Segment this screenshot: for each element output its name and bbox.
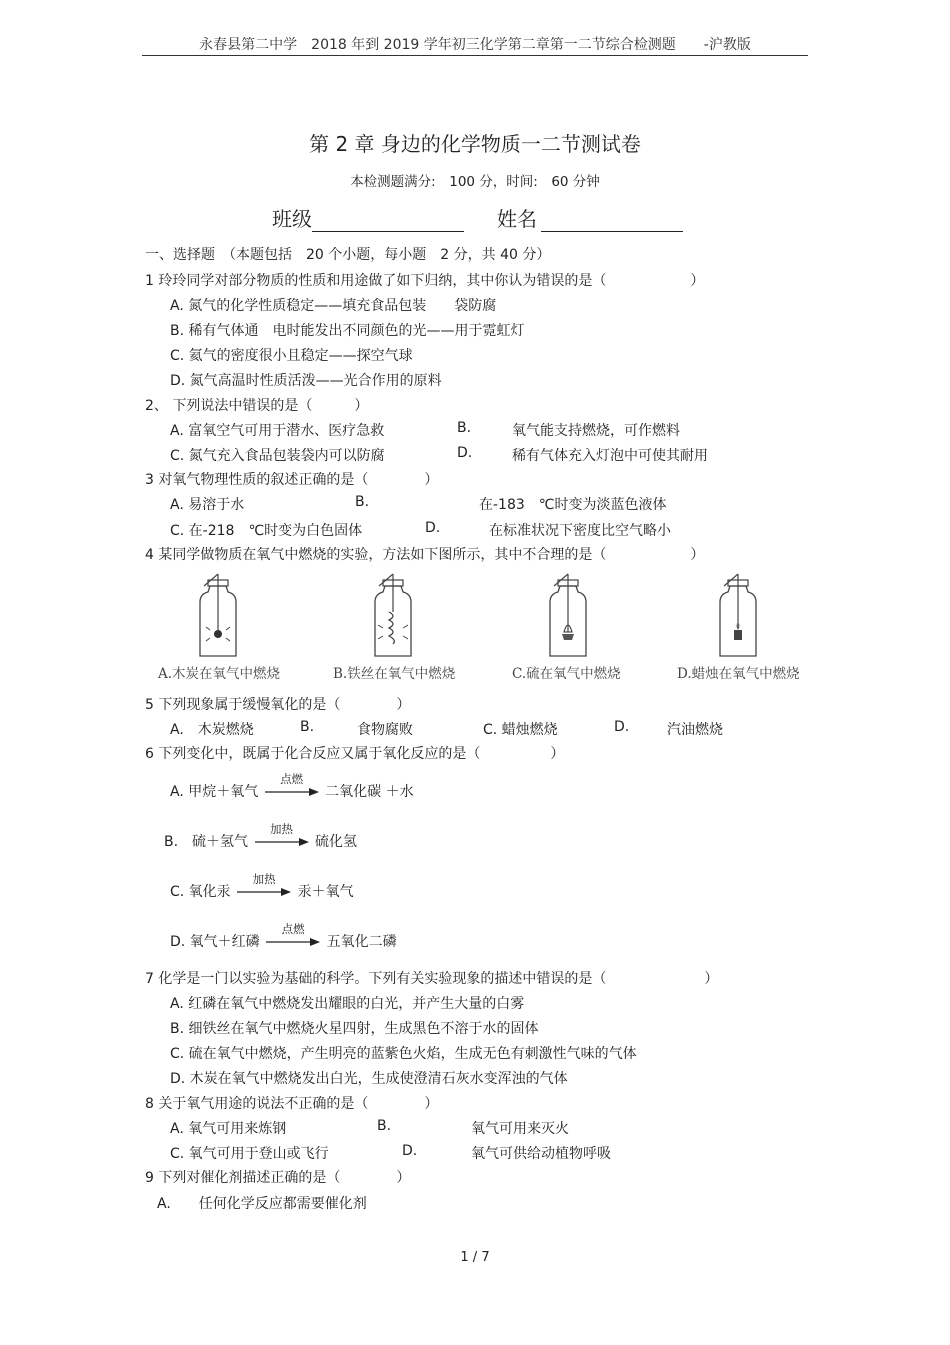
q7-option-c[interactable]: C. 硫在氧气中燃烧，产生明亮的蓝紫色火焰，生成无色有刺激性气味的气体 [170,1046,637,1062]
q3-option-d[interactable]: 在标准状况下密度比空气略小 [489,523,671,539]
q6-d-products: 五氧化二磷 [326,934,397,950]
header-rule [142,55,808,56]
q5-option-b[interactable]: 食物腐败 [357,722,413,738]
q1-option-d[interactable]: D. 氮气高温时性质活泼——光合作用的原料 [170,373,442,389]
q6-option-d[interactable] [170,922,397,951]
q6-option-c[interactable] [170,872,354,901]
q8-option-b[interactable]: 氧气可用来灭火 [471,1121,569,1137]
page-header: 永春县第二中学 2018 年到 2019 学年初三化学第二章第一二节综合检测题 -沪教版 [199,37,751,53]
q5-option-a[interactable]: A. 木炭燃烧 [170,722,254,738]
q2-option-b[interactable]: 氧气能支持燃烧，可作燃料 [512,423,680,439]
q6-d-reactants: D. 氧气＋红磷 [170,934,260,950]
reaction-arrow [265,772,319,799]
q2-option-d-letter: D. [457,445,473,461]
q6-option-b[interactable] [164,822,357,851]
q5-option-c[interactable]: C. 蜡烛燃烧 [483,722,558,738]
jar-d-candle [720,574,756,656]
exam-subtitle: 本检测题满分: 100 分，时间: 60 分钟 [350,174,600,190]
page-title: 第 2 章 身边的化学物质一二节测试卷 [309,132,641,156]
page-number: 1 / 7 [460,1250,490,1265]
q2-option-c[interactable]: C. 氮气充入食品包装袋内可以防腐 [170,448,385,464]
q6-option-a[interactable] [170,772,414,801]
reaction-arrow [255,822,309,849]
jar-b-iron-wire [375,574,411,656]
q6-c-reactants: C. 氧化汞 [170,884,231,900]
q2-option-a[interactable]: A. 富氧空气可用于潜水、医疗急救 [170,423,385,439]
jar-c-sulfur [550,574,586,656]
question-9-stem: 9 下列对催化剂描述正确的是（ ） [145,1170,411,1186]
reaction-arrow [237,872,291,899]
caption-d: D.蜡烛在氧气中燃烧 [677,666,800,682]
q1-option-c[interactable]: C. 氦气的密度很小且稳定——探空气球 [170,348,413,364]
q9-option-a[interactable]: A. 任何化学反应都需要催化剂 [157,1196,367,1212]
q7-option-d[interactable]: D. 木炭在氧气中燃烧发出白光，生成使澄清石灰水变浑浊的气体 [170,1071,568,1087]
q3-option-a[interactable]: A. 易溶于水 [170,497,245,513]
reaction-condition: 点燃 [280,772,304,786]
name-label: 姓名 [497,207,537,231]
q1-option-b[interactable]: B. 稀有气体通 电时能发出不同颜色的光——用于霓虹灯 [170,323,525,339]
q7-option-a[interactable]: A. 红磷在氧气中燃烧发出耀眼的白光，并产生大量的白雾 [170,996,525,1012]
q6-c-products: 汞＋氧气 [297,884,354,900]
q2-option-d[interactable]: 稀有气体充入灯泡中可使其耐用 [512,448,708,464]
jar-a-charcoal [200,574,236,656]
reaction-condition: 点燃 [281,922,305,936]
question-7-stem: 7 化学是一门以实验为基础的科学。下列有关实验现象的描述中错误的是（ ） [145,971,719,987]
q6-b-products: 硫化氢 [314,834,357,850]
question-4-stem: 4 某同学做物质在氧气中燃烧的实验，方法如下图所示，其中不合理的是（ ） [145,547,705,563]
q8-option-a[interactable]: A. 氧气可用来炼钢 [170,1121,287,1137]
q6-a-products: 二氧化碳 ＋水 [325,784,414,800]
question-5-stem: 5 下列现象属于缓慢氧化的是（ ） [145,697,411,713]
q7-option-b[interactable]: B. 细铁丝在氧气中燃烧火星四射，生成黑色不溶于水的固体 [170,1021,539,1037]
name-field[interactable] [497,203,683,232]
q5-option-b-letter: B. [300,719,315,735]
caption-b: B.铁丝在氧气中燃烧 [333,666,456,682]
caption-a: A.木炭在氧气中燃烧 [158,666,281,682]
question-2-stem: 2、 下列说法中错误的是（ ） [145,398,369,414]
section-heading: 一、选择题 （本题包括 20 个小题，每小题 2 分，共 40 分） [145,247,551,263]
question-6-stem: 6 下列变化中，既属于化合反应又属于氧化反应的是（ ） [145,746,565,762]
q5-option-d-letter: D. [614,719,630,735]
reaction-condition: 加热 [270,822,294,836]
q6-a-reactants: A. 甲烷＋氧气 [170,784,259,800]
q3-option-b-letter: B. [355,494,370,510]
caption-c: C.硫在氧气中燃烧 [512,666,621,682]
reaction-arrow [266,922,320,949]
q3-option-b[interactable]: 在-183 ℃时变为淡蓝色液体 [479,497,667,513]
q8-option-d[interactable]: 氧气可供给动植物呼吸 [471,1146,611,1162]
name-blank[interactable] [541,211,683,232]
class-field[interactable] [272,203,464,232]
question-8-stem: 8 关于氧气用途的说法不正确的是（ ） [145,1096,439,1112]
reaction-condition: 加热 [252,872,276,886]
q1-option-a[interactable]: A. 氮气的化学性质稳定——填充食品包装 袋防腐 [170,298,497,314]
q2-option-b-letter: B. [457,420,472,436]
q3-option-d-letter: D. [425,520,441,536]
class-blank[interactable] [312,211,464,232]
q6-b-reactants: B. 硫＋氢气 [164,834,249,850]
class-label: 班级 [272,207,312,231]
q8-option-b-letter: B. [377,1118,392,1134]
q3-option-c[interactable]: C. 在-218 ℃时变为白色固体 [170,523,363,539]
question-1-stem: 1 玲玲同学对部分物质的性质和用途做了如下归纳，其中你认为错误的是（ ） [145,273,705,289]
q8-option-c[interactable]: C. 氧气可用于登山或飞行 [170,1146,329,1162]
q8-option-d-letter: D. [402,1143,418,1159]
q5-option-d[interactable]: 汽油燃烧 [667,722,723,738]
question-3-stem: 3 对氧气物理性质的叙述正确的是（ ） [145,472,439,488]
